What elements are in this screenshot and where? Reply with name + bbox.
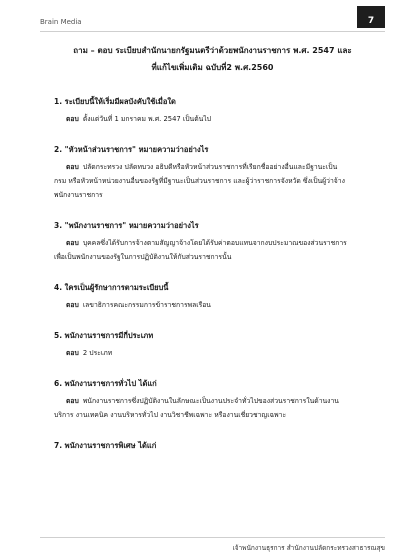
question-heading: 2. "หัวหน้าส่วนราชการ" หมายความว่าอย่างไร bbox=[54, 145, 209, 154]
answer-line-text: เพื่อเป็นพนักงานของรัฐในการปฏิบัติงานให้กับส่วนราชการนั้น bbox=[54, 253, 232, 261]
answer-label: ตอบ bbox=[66, 301, 79, 309]
qa-section bbox=[54, 96, 384, 126]
answer-text bbox=[54, 298, 384, 312]
answer-line bbox=[54, 112, 384, 126]
answer-line-text: กรม หรือหัวหน้าหน่วยงานอื่นของรัฐที่มีฐานะเป็นส่วนราชการ และผู้ว่าราชการจังหวัด ซึ่งเป็นผู้ว่าจ้าง bbox=[54, 177, 345, 185]
qa-section bbox=[54, 330, 384, 360]
answer-line-text: เลขาธิการคณะกรรมการข้าราชการพลเรือน bbox=[82, 301, 211, 309]
answer-line bbox=[54, 160, 384, 174]
answer-line bbox=[54, 346, 384, 360]
answer-line-text: ปลัดกระทรวง ปลัดทบวง อธิบดีหรือหัวหน้าส่วนราชการที่เรียกชื่ออย่างอื่นและมีฐานะเป็น bbox=[82, 163, 338, 171]
answer-text bbox=[54, 236, 384, 264]
answer-line-text: พนักงานราชการซึ่งปฏิบัติงานในลักษณะเป็นงานประจำทั่วไปของส่วนราชการในด้านงาน bbox=[82, 397, 339, 405]
question-heading: 7. พนักงานราชการพิเศษ ได้แก่ bbox=[54, 441, 157, 450]
question-heading: 1. ระเบียบนี้ให้เริ่มมีผลบังคับใช้เมื่อใด bbox=[54, 97, 176, 106]
answer-label: ตอบ bbox=[66, 115, 79, 123]
header-divider bbox=[40, 31, 385, 32]
footer-divider bbox=[40, 537, 385, 538]
qa-section bbox=[54, 282, 384, 312]
question-heading: 5. พนักงานราชการมีกี่ประเภท bbox=[54, 331, 154, 340]
footer-text: เจ้าพนักงานธุรการ สำนักงานปลัดกระทรวงสาธารณสุข bbox=[232, 544, 385, 552]
answer-line bbox=[54, 188, 384, 202]
answer-line-text: บุคคลซึ่งได้รับการจ้างตามสัญญาจ้างโดยได้รับค่าตอบแทนจากงบประมาณของส่วนราชการ bbox=[82, 239, 347, 247]
qa-section bbox=[54, 378, 384, 422]
qa-section bbox=[54, 440, 384, 452]
answer-line bbox=[54, 236, 384, 250]
brand-label: Brain Media bbox=[40, 18, 82, 26]
question-heading: 6. พนักงานราชการทั่วไป ได้แก่ bbox=[54, 379, 157, 388]
answer-label: ตอบ bbox=[66, 163, 79, 171]
answer-text bbox=[54, 394, 384, 422]
qa-list bbox=[54, 96, 384, 470]
question-heading: 3. "พนักงานราชการ" หมายความว่าอย่างไร bbox=[54, 221, 199, 230]
answer-line-text: บริการ งานเทคนิค งานบริหารทั่วไป งานวิชาชีพเฉพาะ หรืองานเชี่ยวชาญเฉพาะ bbox=[54, 411, 287, 419]
title-line-2: ที่แก้ไขเพิ่มเติม ฉบับที่2 พ.ศ.2560 bbox=[151, 63, 274, 72]
title-line-1: ถาม – ตอบ ระเบียบสำนักนายกรัฐมนตรีว่าด้วยพนักงานราชการ พ.ศ. 2547 และ bbox=[73, 46, 352, 55]
document-title bbox=[40, 42, 385, 76]
answer-line bbox=[54, 408, 384, 422]
question-heading: 4. ใครเป็นผู้รักษาการตามระเบียบนี้ bbox=[54, 283, 169, 292]
answer-line-text: พนักงานราชการ bbox=[54, 191, 103, 199]
answer-line bbox=[54, 174, 384, 188]
page-number: 7 bbox=[357, 6, 385, 28]
answer-label: ตอบ bbox=[66, 239, 79, 247]
answer-line bbox=[54, 250, 384, 264]
answer-line bbox=[54, 394, 384, 408]
qa-section bbox=[54, 144, 384, 202]
answer-label: ตอบ bbox=[66, 349, 79, 357]
qa-section bbox=[54, 220, 384, 264]
answer-line bbox=[54, 298, 384, 312]
answer-text bbox=[54, 346, 384, 360]
answer-label: ตอบ bbox=[66, 397, 79, 405]
answer-line-text: 2 ประเภท bbox=[82, 349, 113, 357]
answer-text bbox=[54, 112, 384, 126]
answer-line-text: ตั้งแต่วันที่ 1 มกราคม พ.ศ. 2547 เป็นต้นไป bbox=[82, 115, 211, 123]
answer-text bbox=[54, 160, 384, 202]
